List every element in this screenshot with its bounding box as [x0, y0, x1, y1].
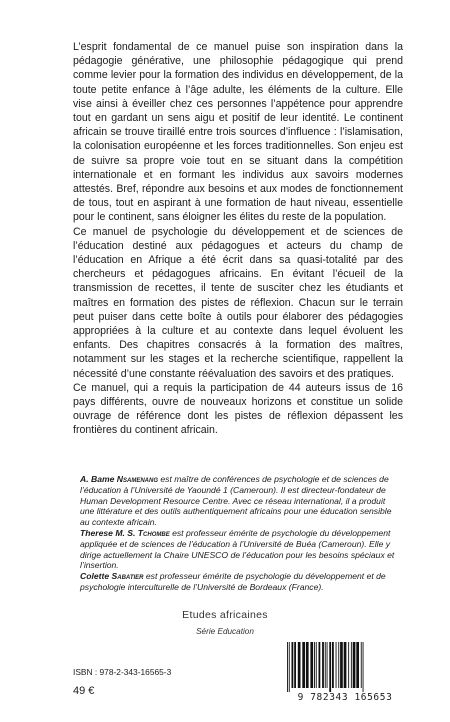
barcode-bar — [344, 642, 347, 688]
barcode-bar — [338, 642, 339, 688]
barcode-bar — [298, 642, 301, 688]
author-bios — [80, 474, 398, 593]
barcode-bar — [306, 642, 309, 688]
price-label: 49 € — [73, 685, 95, 697]
author-bio-text: est professeur émérite de psychologie du développement appliquée et de sciences de l’éducation à l’Université de Buéa (Cameroun). Elle y dirige actuellement la Chaire UNESCO de l’éducation pour les besoins spéciaux et l’insertion. — [80, 527, 395, 571]
author-bio — [80, 474, 398, 528]
barcode-bar — [351, 642, 352, 688]
barcode-bar — [348, 642, 349, 688]
paragraph-1: L’esprit fondamental de ce manuel puise son inspiration dans la pédagogie générative, une philosophie pédagogique qui prend comme levier pour la formation des individus en développement, de la toute petite enfance à l’âge adulte, les éléments de la culture. Elle vise ainsi à éveiller chez ces personnes l’appétence pour apprendre tout en gardant un sens aigu et positif de leur identité. Le continent africain se trouve tiraillé entre trois sources d’influence : l’islamisation, la colonisation européenne et les forces traditionnelles. Son enjeu est de suivre sa propre voie tout en se situant dans la compétition internationale et en formant les individus aux savoirs modernes attestés. Bref, répondre aux besoins et aux modes de fonctionnement de tous, tout en aspirant à une formation de haut niveau, essentielle pour le continent, sans éloigner les élites du reste de la population. — [73, 41, 403, 224]
isbn-label: ISBN : 978-2-343-16565-3 — [73, 667, 172, 677]
barcode-bar — [319, 642, 321, 688]
author-bio-text: est maître de conférences de psychologie et de sciences de l’éducation à l’Université de Yaoundé 1 (Cameroun). Il est directeur-fondateur de Human Development Resource Centre. Avec ce réseau international, il a produit une littérature et des outils authentiquement africains pour une éducation sensible au contexte africain. — [80, 474, 392, 528]
barcode-bar — [363, 642, 364, 692]
barcode-bar — [314, 642, 315, 688]
barcode-graphic — [285, 642, 407, 692]
author-bio — [80, 528, 398, 571]
series-subtitle: Série Education — [196, 627, 254, 636]
barcode-bar — [327, 642, 328, 688]
barcode-bar — [329, 642, 331, 692]
author-bio — [80, 571, 398, 593]
barcode-bar — [294, 642, 296, 688]
barcode-number: 9 782343 165653 — [297, 692, 393, 703]
barcode-bar — [292, 642, 294, 688]
series-title: Etudes africaines — [182, 609, 268, 621]
paragraph-3: Ce manuel, qui a requis la participation de 44 auteurs issus de 16 pays différents, ouvre de nouveaux horizons et constitue un solide ouvrage de référence dont les pistes de réflexion dépassent les frontières du continent africain. — [73, 381, 403, 437]
author-last-name: Tchombe — [137, 527, 170, 538]
barcode-bar — [356, 642, 359, 688]
barcode-bar — [361, 642, 362, 688]
barcode-bar — [322, 642, 324, 688]
barcode-bar — [336, 642, 337, 688]
author-first-name: Therese M. S. — [80, 527, 136, 538]
barcode-bar — [302, 642, 305, 688]
author-last-name: Nsamenang — [116, 474, 158, 484]
paragraph-2: Ce manuel de psychologie du développement et de sciences de l’éducation destiné aux pédagogues et acteurs du champ de l’éducation en Afrique a été écrit dans sa quasi-totalité par des chercheurs et pédagogues africains. En évitant l’écueil de la transmission de recettes, il tente de susciter chez les étudiants et maîtres en formation des pistes de réflexion. Chacun sur le terrain peut puiser dans cette boîte à outils pour élaborer des pédagogies appropriées à la culture et au contexte dans lequel évoluent les enfants. Des chapitres consacrés à la formation des maîtres, notamment sur les stages et la recherche scientifique, rappellent la nécessité d’une constante réévaluation des savoirs et des pratiques. — [73, 225, 403, 380]
barcode-bar — [353, 642, 356, 688]
author-first-name: Colette — [80, 571, 110, 582]
barcode-bar — [325, 642, 326, 688]
barcode-bar — [287, 642, 288, 692]
barcode-bar — [289, 642, 290, 692]
author-first-name: A. Bame — [80, 474, 115, 484]
barcode-bar — [332, 642, 334, 688]
barcode-bar — [310, 642, 313, 688]
description-text — [73, 40, 403, 438]
author-bio-text: est professeur émérite de psychologie du développement et de psychologie interculturelle de l’Université de Bordeaux (France). — [80, 571, 386, 592]
author-last-name: Sabatier — [111, 571, 144, 582]
barcode-bar — [316, 642, 317, 688]
barcode-bar — [340, 642, 343, 688]
